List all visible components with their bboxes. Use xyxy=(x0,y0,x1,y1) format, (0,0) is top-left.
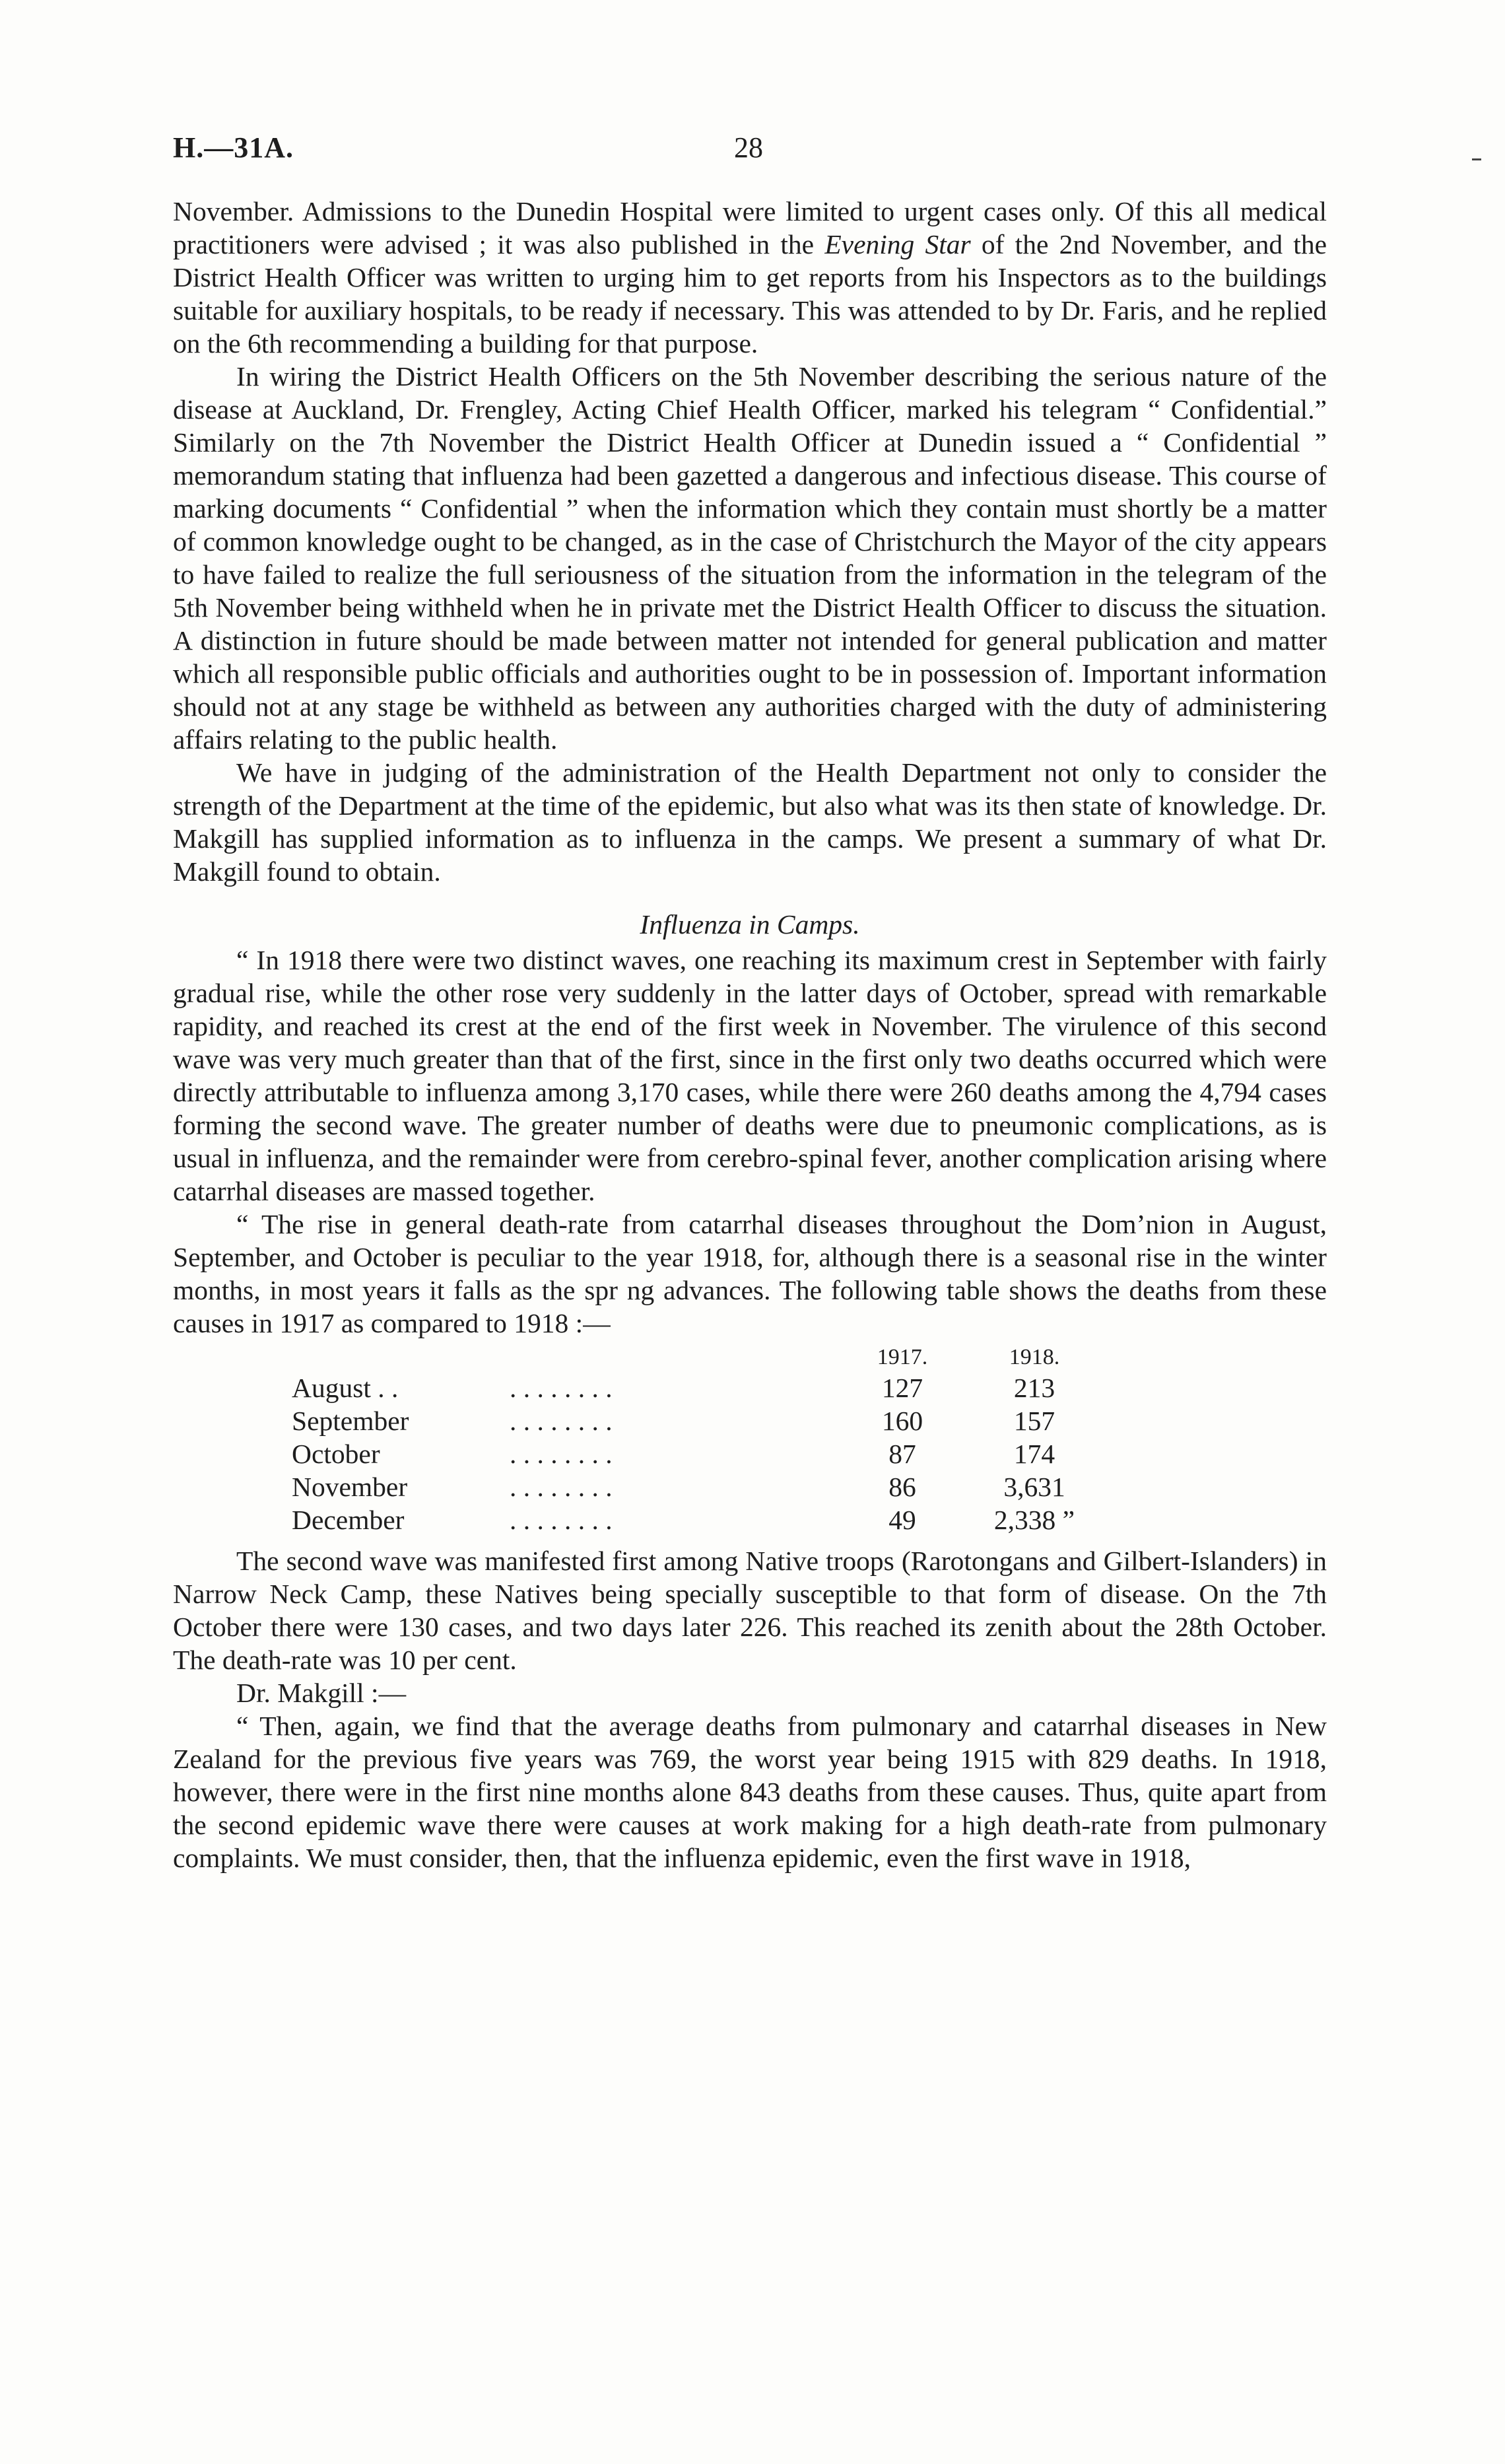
paragraph-6: The second wave was manifested first among Native troops (Rarotongans and Gilbert-Islanders) in Narrow Neck Camp, these Natives being specially susceptible to that form of disease. On the 7th October there were 130 cases, and two days later 226. This reached its zenith about the 28th October. The death-rate was 10 per cent. xyxy=(173,1546,1327,1675)
page-body xyxy=(173,195,1327,1874)
paragraph-1 xyxy=(173,195,1327,360)
document-reference: H.—31A. xyxy=(173,131,294,164)
paragraph-1-text-b: of the 2nd November, and the District Health Officer was written to urging him to get reports from his Inspectors as to the buildings suitable for auxiliary hospitals, to be ready if necessary. This was attended to by Dr. Faris, and he replied on the 6th recommending a building for that purpose. xyxy=(173,229,1327,359)
value-1917: 127 xyxy=(881,1373,923,1403)
table-row xyxy=(292,1404,1117,1437)
paragraph-4: “ In 1918 there were two distinct waves, one reaching its maximum crest in September with fairly gradual rise, while the other rose very suddenly in the latter days of October, spread with remarkable rapidity, and reached its crest at the end of the first week in November. The virulence of this second wave was very much greater than that of the first, since in the first only two deaths occurred which were directly attributable to influenza among 3,170 cases, while there were 260 deaths among the 4,794 cases forming the second wave. The greater number of deaths were due to pneumonic complications, as is usual in influenza, and the remainder were from cerebro-spinal fever, another complication arising where catarrhal diseases are massed together. xyxy=(173,945,1327,1206)
table-row xyxy=(292,1437,1117,1470)
paragraph-7: Dr. Makgill :— xyxy=(236,1678,407,1708)
value-1917: 49 xyxy=(888,1505,916,1535)
value-1918: 213 xyxy=(1013,1373,1055,1403)
table-row xyxy=(292,1371,1117,1404)
value-1917: 160 xyxy=(881,1406,923,1436)
leader-dots: . . . . . . . . xyxy=(510,1505,613,1535)
newspaper-title: Evening Star xyxy=(824,229,971,259)
table-header-row xyxy=(292,1344,1117,1371)
value-1918: 2,338 ” xyxy=(993,1505,1075,1535)
paragraph-3: We have in judging of the administration of the Health Department not only to consider the strength of the Department at the time of the epidemic, but also what was its then state of knowledge. Dr. Makgill has supplied information as to influenza in the camps. We present a summary of what Dr. Makgill found to obtain. xyxy=(173,757,1327,887)
leader-dots: . . . . . . . . xyxy=(510,1373,613,1403)
value-1918: 174 xyxy=(1013,1439,1055,1469)
month-cell: August . . xyxy=(292,1373,399,1403)
value-1918: 3,631 xyxy=(1003,1472,1065,1502)
month-cell: December xyxy=(292,1505,405,1535)
month-cell: September xyxy=(292,1406,409,1436)
paragraph-8: “ Then, again, we find that the average deaths from pulmonary and catarrhal diseases in New Zealand for the previous five years was 769, the worst year being 1915 with 829 deaths. In 1918, however, there were in the first nine months alone 843 deaths from these causes. Thus, quite apart from the second epidemic wave there were causes at work making for a high death-rate from pulmonary complaints. We must consider, then, that the influenza epidemic, even the first wave in 1918, xyxy=(173,1711,1327,1873)
section-heading: Influenza in Camps. xyxy=(640,909,860,940)
value-1917: 87 xyxy=(888,1439,916,1469)
month-cell: October xyxy=(292,1439,380,1469)
value-1917: 86 xyxy=(888,1472,916,1502)
page-number: 28 xyxy=(734,131,763,164)
column-header-1917: 1917. xyxy=(877,1345,928,1369)
table-row xyxy=(292,1503,1117,1536)
paragraph-5: “ The rise in general death-rate from catarrhal diseases throughout the Dom’nion in August, September, and October is peculiar to the year 1918, for, although there is a seasonal rise in the winter months, in most years it falls as the spr ng advances. The following table shows the deaths from these causes in 1917 as compared to 1918 :— xyxy=(173,1209,1327,1338)
table-row xyxy=(292,1470,1117,1503)
month-cell: November xyxy=(292,1472,408,1502)
leader-dots: . . . . . . . . xyxy=(510,1439,613,1469)
margin-mark xyxy=(1472,158,1481,160)
deaths-table xyxy=(292,1344,1117,1536)
paragraph-2: In wiring the District Health Officers on the 5th November describing the serious nature of the disease at Auckland, Dr. Frengley, Acting Chief Health Officer, marked his telegram “ Confidential.” Similarly on the 7th November the District Health Officer at Dunedin issued a “ Confidential ” memorandum stating that influenza had been gazetted a dangerous and infectious disease. This course of marking documents “ Confidential ” when the information which they contain must shortly be a matter of common knowledge ought to be changed, as in the case of Christchurch the Mayor of the city appears to have failed to realize the full seriousness of the situation from the information in the telegram of the 5th November being withheld when he in private met the District Health Officer to discuss the situation. A distinction in future should be made between matter not intended for general publication and matter which all responsible public officials and authorities ought to be in possession of. Important information should not at any stage be withheld as between any authorities charged with the duty of administering affairs relating to the public health. xyxy=(173,361,1327,755)
paragraph-1-text-a: November. Admissions to the Dunedin Hospital were limited to urgent cases only. Of this all medical practitioners were advised ; it was also published in the xyxy=(173,196,1327,259)
column-header-1918: 1918. xyxy=(1009,1345,1060,1369)
leader-dots: . . . . . . . . xyxy=(510,1406,613,1436)
value-1918: 157 xyxy=(1013,1406,1055,1436)
page-header xyxy=(173,131,1335,170)
leader-dots: . . . . . . . . xyxy=(510,1472,613,1502)
